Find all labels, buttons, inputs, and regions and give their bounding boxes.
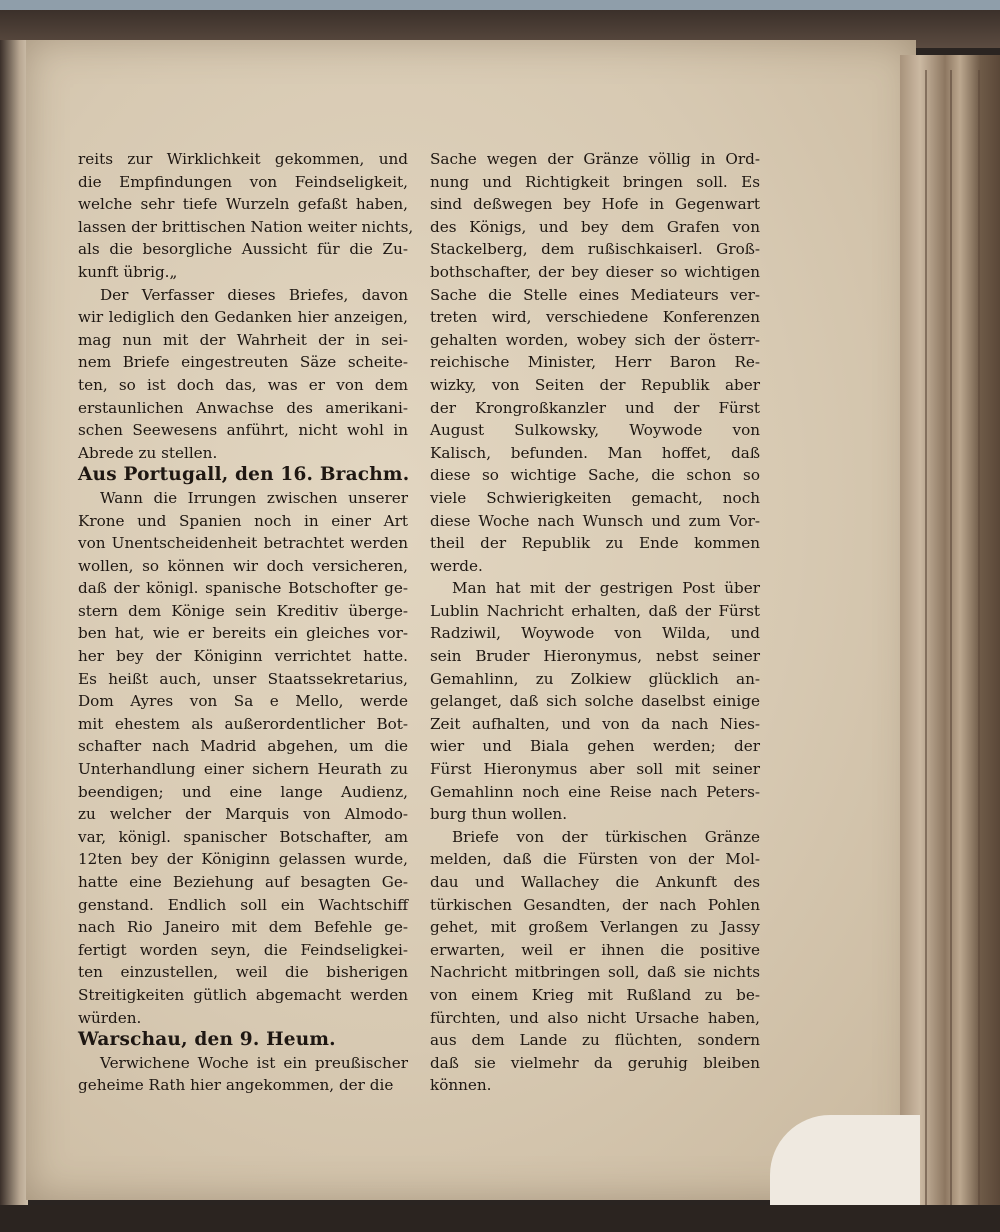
text-line: Sache die Stelle eines Mediateurs ver- — [430, 285, 760, 304]
text-line: der Krongroßkanzler und der Fürst — [430, 398, 760, 417]
text-line: treten wird, verschiedene Konferenzen — [430, 308, 760, 327]
text-line: wizky, von Seiten der Republik aber — [430, 375, 760, 394]
text-line: gehalten worden, wobey sich der österr- — [430, 330, 760, 349]
text-line: die Empfindungen von Feindseligkeit, — [78, 172, 408, 191]
text-line: Radziwil, Woywode von Wilda, und — [430, 624, 760, 643]
page-edge-line — [925, 70, 927, 1220]
text-line: var, königl. spanischer Botschafter, am — [78, 827, 408, 846]
text-line: viele Schwierigkeiten gemacht, noch — [430, 488, 760, 507]
text-line: lassen der brittischen Nation weiter nichts, — [78, 217, 414, 236]
text-line: mit ehestem als außerordentlicher Bot- — [78, 714, 408, 733]
text-line: aus dem Lande zu flüchten, sondern — [430, 1031, 760, 1050]
text-line: Briefe von der türkischen Gränze — [452, 827, 760, 846]
text-line: sein Bruder Hieronymus, nebst seiner — [430, 647, 760, 666]
text-line: türkischen Gesandten, der nach Pohlen — [430, 895, 760, 914]
text-line: fürchten, und also nicht Ursache haben, — [430, 1008, 760, 1027]
text-line: Dom Ayres von Sa e Mello, werde — [78, 692, 408, 711]
text-line: stern dem Könige sein Kreditiv überge- — [78, 601, 408, 620]
text-line: Streitigkeiten gütlich abgemacht werden — [78, 985, 408, 1004]
paragraph-radziwil — [430, 577, 760, 826]
text-line: Nachricht mitbringen soll, daß sie nichts — [430, 963, 760, 982]
text-line: gehet, mit großem Verlangen zu Jassy — [430, 918, 760, 937]
text-line: diese so wichtige Sache, die schon so — [430, 466, 760, 485]
text-line: erwarten, weil er ihnen die positive — [430, 940, 760, 959]
text-line: von Unentscheidenheit betrachtet werden — [78, 534, 408, 553]
left-column — [78, 148, 414, 1097]
text-line: mag nun mit der Wahrheit der in sei- — [78, 330, 408, 349]
text-line: Stackelberg, dem rußischkaiserl. Groß- — [430, 240, 760, 259]
text-line: ten einzustellen, weil die bisherigen — [78, 963, 408, 982]
text-line: Abrede zu stellen. — [78, 443, 218, 462]
page-edge-line — [950, 70, 952, 1220]
text-line: nem Briefe eingestreuten Säze scheite- — [78, 353, 408, 372]
page-edge-line — [978, 70, 980, 1220]
text-line: ben hat, wie er bereits ein gleiches vor- — [78, 624, 408, 643]
scan-bottom-border — [0, 1205, 1000, 1232]
text-line: reichische Minister, Herr Baron Re- — [430, 353, 760, 372]
paragraph-border-affair — [430, 148, 760, 577]
text-line: Krone und Spanien noch in einer Art — [78, 511, 408, 530]
text-line: kunft übrig.„ — [78, 262, 178, 281]
text-line: nach Rio Janeiro mit dem Befehle ge- — [78, 918, 408, 937]
text-line: Lublin Nachricht erhalten, daß der Fürst — [430, 601, 760, 620]
text-line: gelanget, daß sich solche daselbst einige — [430, 692, 760, 711]
paragraph-turkish-border — [430, 826, 760, 1097]
text-line: 12ten bey der Königinn gelassen wurde, — [78, 850, 408, 869]
text-line: des Königs, und bey dem Grafen von — [430, 217, 760, 236]
text-line: ten, so ist doch das, was er von dem — [78, 375, 408, 394]
text-line: hatte eine Beziehung auf besagten Ge- — [78, 873, 408, 891]
text-line: wier und Biala gehen werden; der — [430, 737, 760, 756]
text-line: Wann die Irrungen zwischen unserer — [100, 488, 408, 507]
left-page-edge — [0, 40, 28, 1232]
text-line: diese Woche nach Wunsch und zum Vor- — [430, 511, 760, 530]
text-line: bothschafter, der bey dieser so wichtigen — [430, 262, 760, 281]
text-line: als die besorgliche Aussicht für die Zu- — [78, 240, 408, 259]
text-line: geheime Rath hier angekommen, der die — [78, 1076, 394, 1095]
text-line: würden. — [78, 1008, 142, 1027]
text-line: zu welcher der Marquis von Almodo- — [78, 805, 408, 824]
text-line: nung und Richtigkeit bringen soll. Es — [430, 172, 760, 191]
text-line: daß der königl. spanische Botschofter ge- — [78, 579, 408, 598]
text-line: erstaunlichen Anwachse des amerikani- — [78, 398, 408, 417]
text-line: von einem Krieg mit Rußland zu be- — [430, 985, 760, 1004]
text-line: Gemahlinn noch eine Reise nach Peters- — [430, 782, 760, 801]
text-line: Verwichene Woche ist ein preußischer — [100, 1053, 408, 1072]
text-line: Gemahlinn, zu Zolkiew glücklich an- — [430, 669, 760, 688]
text-line: dau und Wallachey die Ankunft des — [430, 873, 760, 891]
heading-warschau: Warschau, den 9. Heum. — [78, 1029, 336, 1051]
text-line: August Sulkowsky, Woywode von — [430, 421, 760, 440]
text-line: reits zur Wirklichkeit gekommen, und — [78, 150, 408, 168]
text-line: burg thun wollen. — [430, 805, 568, 824]
text-line: Kalisch, befunden. Man hoffet, daß — [430, 443, 760, 462]
text-line: Zeit aufhalten, und von da nach Nies- — [430, 714, 760, 733]
paragraph-portugal — [78, 487, 408, 1029]
text-line: schen Seewesens anführt, nicht wohl in — [78, 421, 408, 440]
text-line: her bey der Königinn verrichtet hatte. — [78, 647, 408, 666]
text-line: schafter nach Madrid abgehen, um die — [78, 737, 408, 756]
heading-portugal: Aus Portugall, den 16. Brachm. — [78, 464, 410, 486]
text-line: theil der Republik zu Ende kommen — [430, 534, 760, 553]
text-line: Der Verfasser dieses Briefes, davon — [100, 285, 408, 304]
text-line: sind deßwegen bey Hofe in Gegenwart — [430, 195, 760, 214]
text-line: Unterhandlung einer sichern Heurath zu — [78, 760, 408, 779]
text-line: genstand. Endlich soll ein Wachtschiff — [78, 895, 408, 914]
text-line: fertigt worden seyn, die Feindseligkei- — [78, 940, 408, 959]
text-line: werde. — [430, 556, 483, 575]
text-line: wir lediglich den Gedanken hier anzeigen, — [78, 308, 408, 327]
text-line: Es heißt auch, unser Staatssekretarius, — [78, 669, 408, 688]
text-line: Fürst Hieronymus aber soll mit seiner — [430, 760, 760, 779]
text-line: beendigen; und eine lange Audienz, — [78, 782, 408, 801]
right-column — [430, 148, 760, 1097]
paragraph-letter — [78, 148, 414, 464]
text-line: melden, daß die Fürsten von der Mol- — [430, 850, 760, 869]
text-line: können. — [430, 1076, 492, 1095]
text-line: wollen, so können wir doch versicheren, — [78, 556, 408, 575]
text-line: Man hat mit der gestrigen Post über — [452, 579, 760, 598]
text-line: welche sehr tiefe Wurzeln gefaßt haben, — [78, 195, 408, 214]
paragraph-warschau — [78, 1052, 408, 1097]
text-line: daß sie vielmehr da geruhig bleiben — [430, 1053, 760, 1072]
text-line: Sache wegen der Gränze völlig in Ord- — [430, 150, 760, 168]
